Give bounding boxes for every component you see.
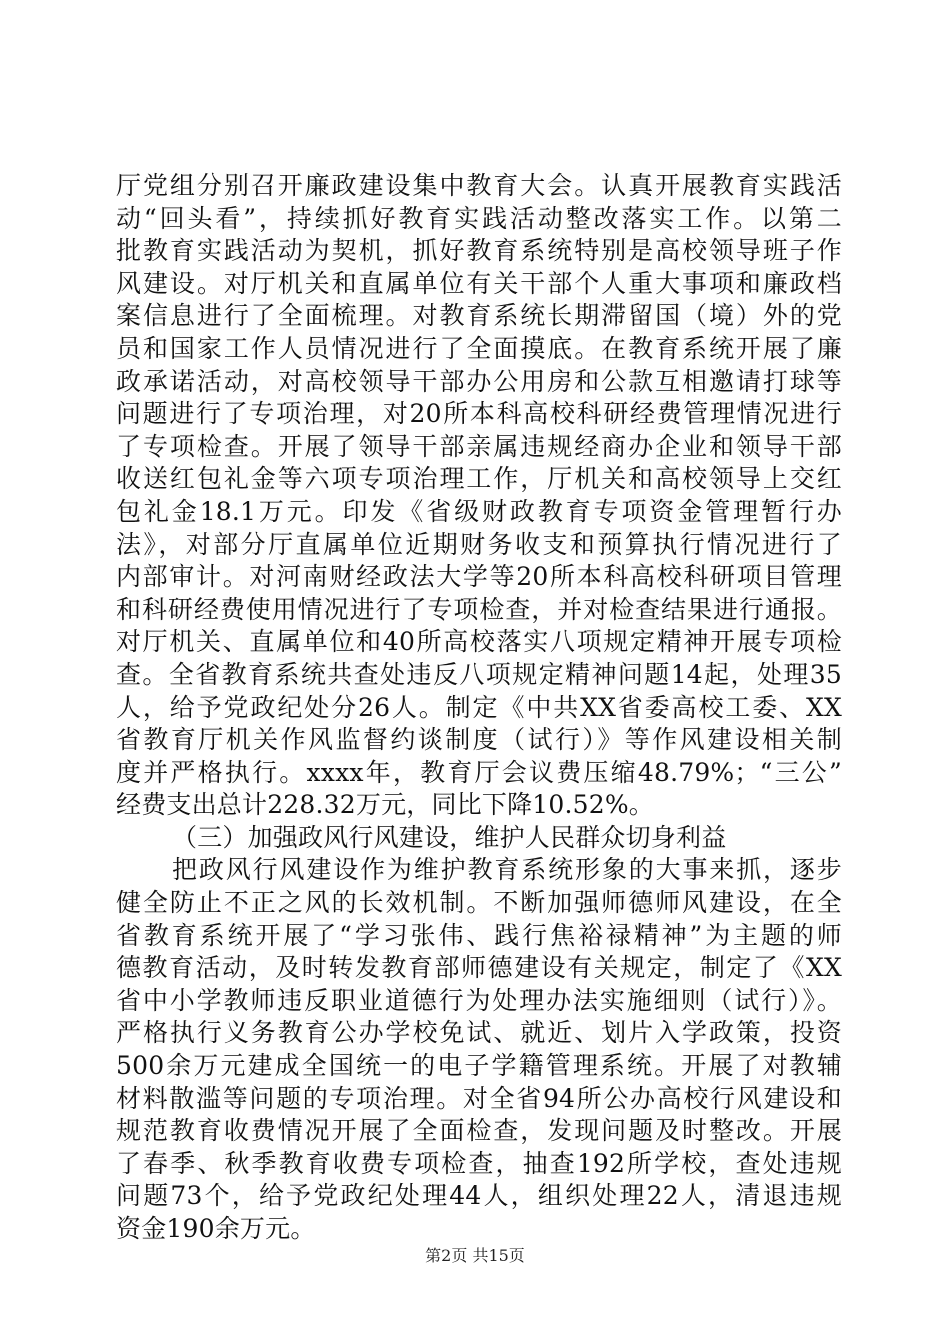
text-line: 法》，对部分厅直属单位近期财务收支和预算执行情况进行了 <box>116 529 842 559</box>
text-line: 把政风行风建设作为维护教育系统形象的大事来抓，逐步 <box>172 855 842 885</box>
text-line: 政承诺活动，对高校领导干部办公用房和公款互相邀请打球等 <box>116 366 842 396</box>
text-line: 内部审计。对河南财经政法大学等20所本科高校科研项目管理 <box>116 562 842 592</box>
text-line: 严格执行义务教育公办学校免试、就近、划片入学政策，投资 <box>116 1018 842 1048</box>
text-line: 问题进行了专项治理，对20所本科高校科研经费管理情况进行 <box>116 399 842 429</box>
text-line: 省中小学教师违反职业道德行为处理办法实施细则（试行）》。 <box>116 985 842 1015</box>
text-line: 风建设。对厅机关和直属单位有关干部个人重大事项和廉政档 <box>116 268 842 298</box>
page-number-footer: 第2页 共15页 <box>425 1246 525 1265</box>
text-line: 规范教育收费情况开展了全面检查，发现问题及时整改。开展 <box>116 1116 842 1146</box>
text-line: 了专项检查。开展了领导干部亲属违规经商办企业和领导干部 <box>116 431 842 461</box>
paragraph-conduct-building <box>116 854 842 1245</box>
text-line: 员和国家工作人员情况进行了全面摸底。在教育系统开展了廉 <box>116 333 842 363</box>
section-heading: （三）加强政风行风建设，维护人民群众切身利益 <box>172 822 727 852</box>
text-line: 经费支出总计228.32万元，同比下降10.52%。 <box>116 790 655 820</box>
text-line: 健全防止不正之风的长效机制。不断加强师德师风建设，在全 <box>116 888 842 918</box>
text-line: 厅党组分别召开廉政建设集中教育大会。认真开展教育实践活 <box>116 171 842 200</box>
text-line: 对厅机关、直属单位和40所高校落实八项规定精神开展专项检 <box>116 627 842 657</box>
text-line: 资金190余万元。 <box>116 1214 316 1243</box>
text-line: 问题73个，给予党政纪处理44人，组织处理22人，清退违规 <box>116 1181 842 1211</box>
text-line: 动“回头看”，持续抓好教育实践活动整改落实工作。以第二 <box>116 203 842 233</box>
text-line: 查。全省教育系统共查处违反八项规定精神问题14起，处理35 <box>116 659 842 689</box>
text-line: 包礼金18.1万元。印发《省级财政教育专项资金管理暂行办 <box>116 496 842 526</box>
text-line: 和科研经费使用情况进行了专项检查，并对检查结果进行通报。 <box>116 594 842 624</box>
text-line: 批教育实践活动为契机，抓好教育系统特别是高校领导班子作 <box>116 236 842 266</box>
text-line: 收送红包礼金等六项专项治理工作，厅机关和高校领导上交红 <box>116 464 842 494</box>
text-line: 500余万元建成全国统一的电子学籍管理系统。开展了对教辅 <box>116 1051 842 1081</box>
document-body <box>116 170 842 1246</box>
text-line: 人，给予党政纪处分26人。制定《中共XX省委高校工委、XX <box>116 692 842 722</box>
text-line: 度并严格执行。xxxx年，教育厅会议费压缩48.79%；“三公” <box>116 757 842 787</box>
text-line: 省教育系统开展了“学习张伟、践行焦裕禄精神”为主题的师 <box>116 920 842 950</box>
paragraph-party-conduct <box>116 170 842 822</box>
text-line: 省教育厅机关作风监督约谈制度（试行）》等作风建设相关制 <box>116 725 842 755</box>
text-line: 了春季、秋季教育收费专项检查，抽查192所学校，查处违规 <box>116 1148 842 1178</box>
text-line: 材料散滥等问题的专项治理。对全省94所公办高校行风建设和 <box>116 1083 842 1113</box>
text-line: 德教育活动，及时转发教育部师德建设有关规定，制定了《XX <box>116 953 842 983</box>
text-line: 案信息进行了全面梳理。对教育系统长期滞留国（境）外的党 <box>116 301 842 331</box>
